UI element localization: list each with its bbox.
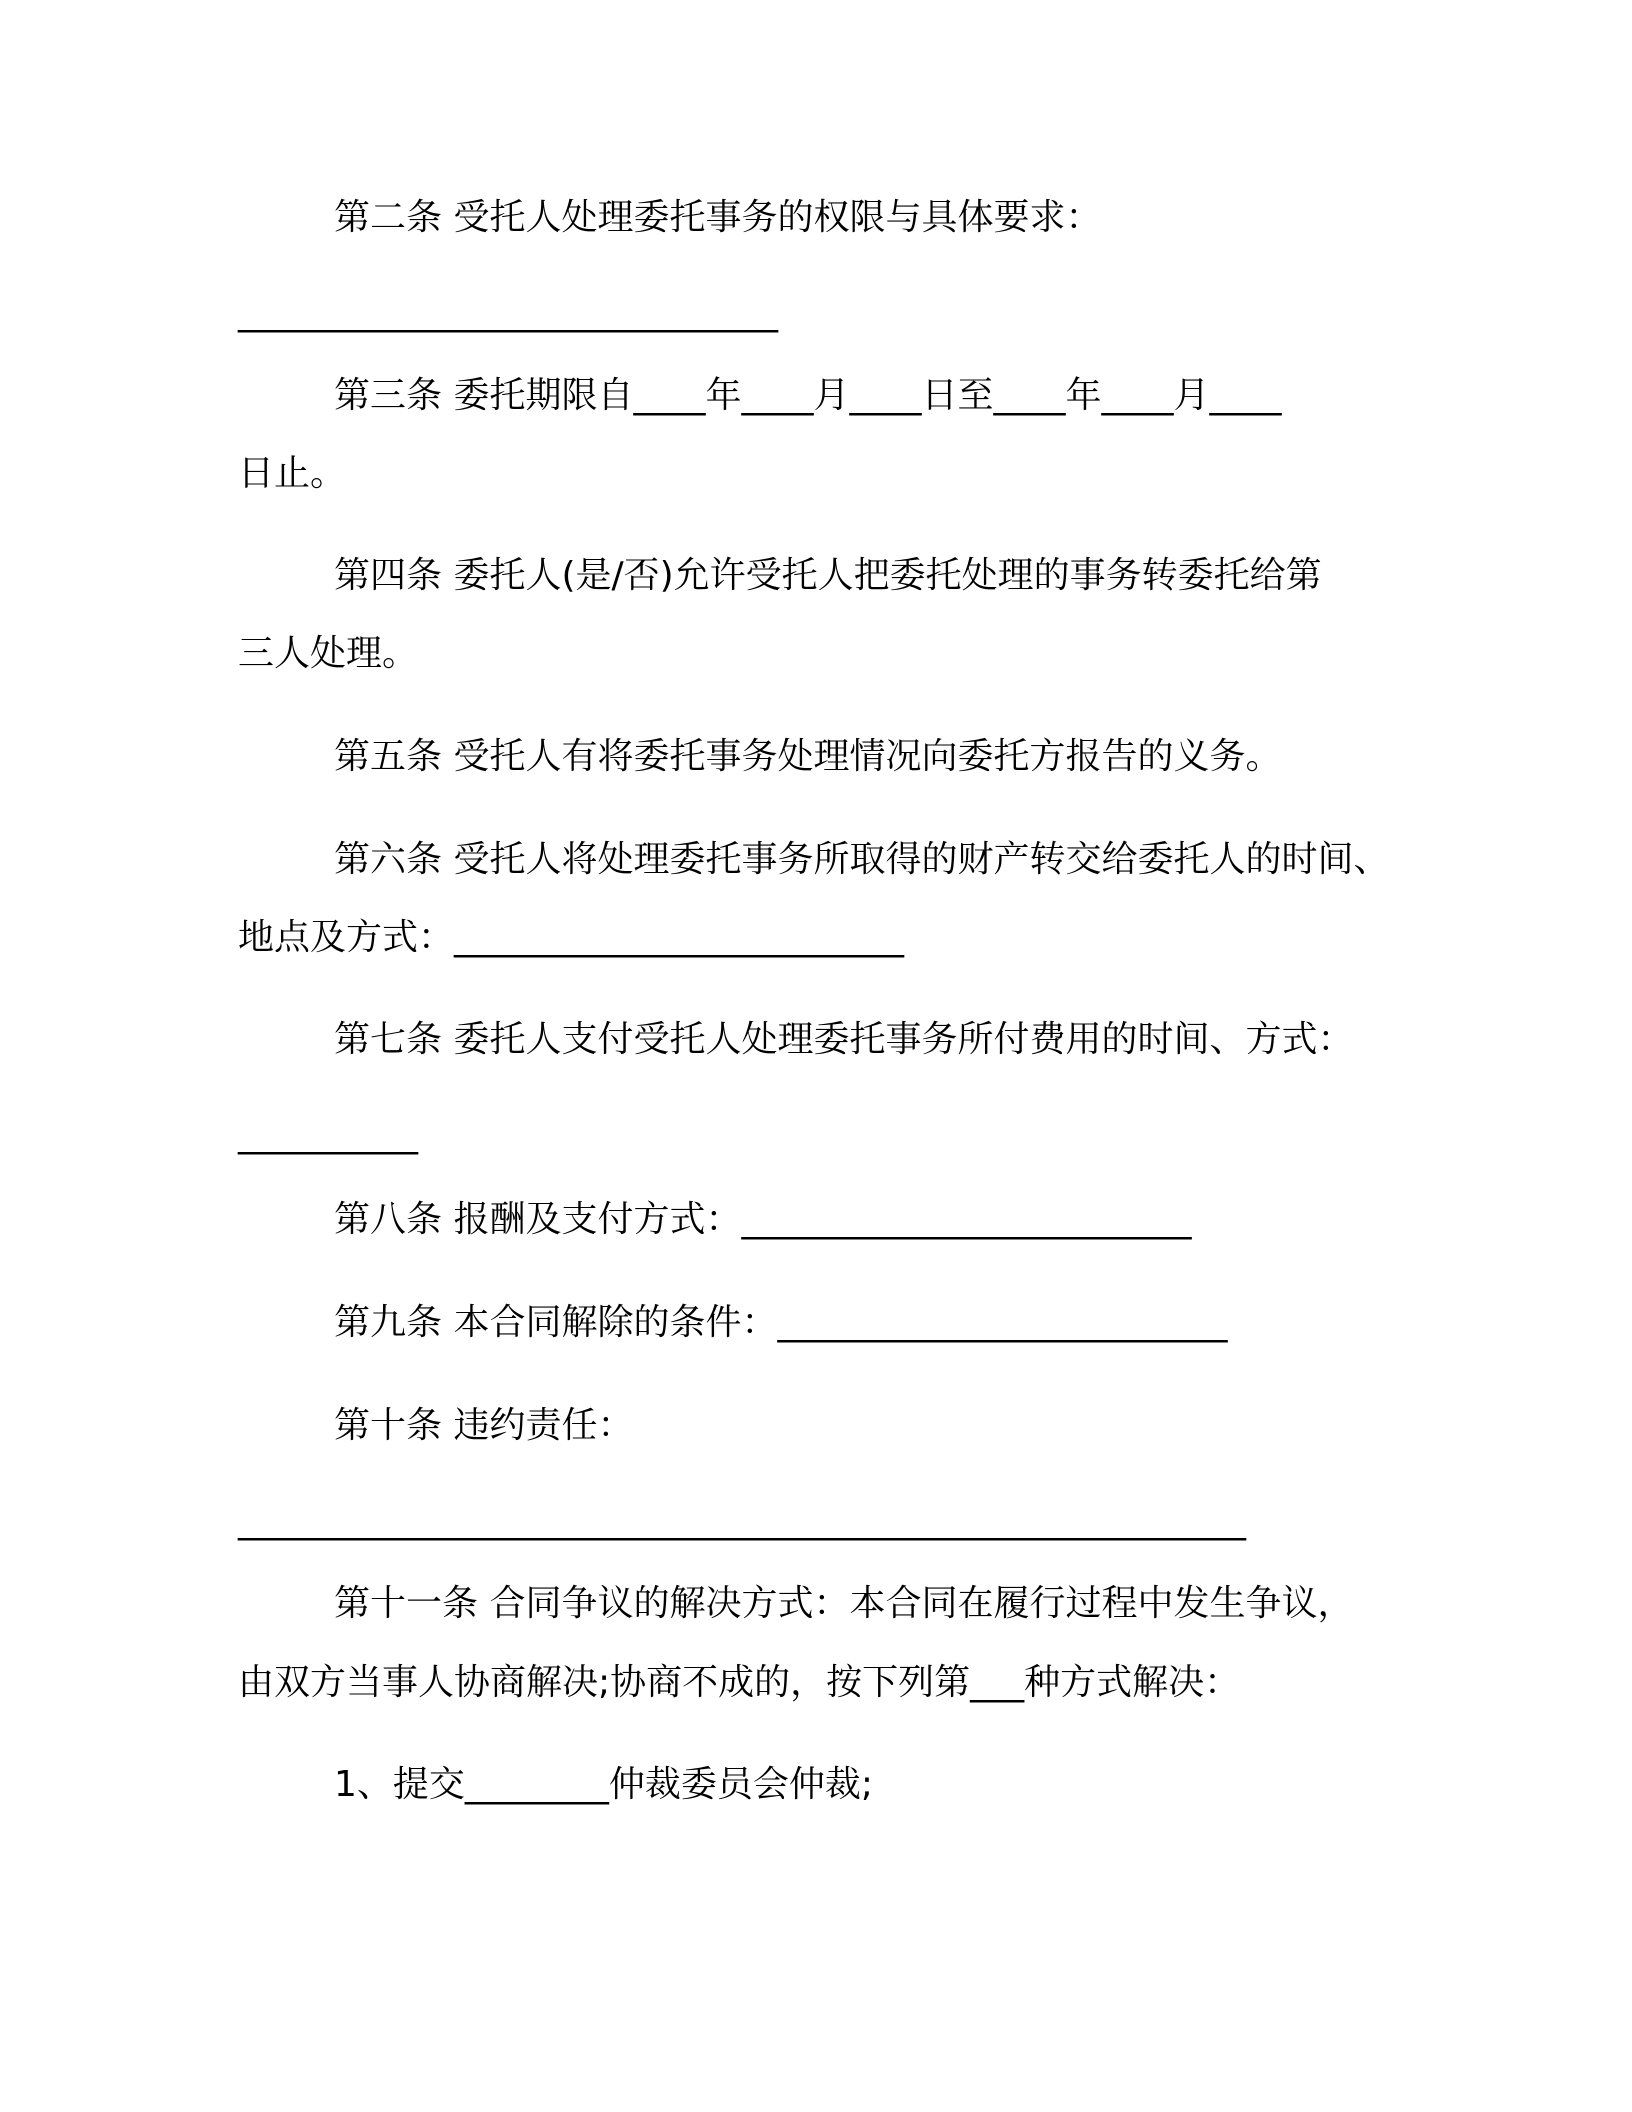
article-3-continuation: 日止。 [238,453,347,494]
arbitration-option-1: 1、提交________仲裁委员会仲裁; [334,1764,874,1805]
article-5-text: 第五条 受托人有将委托事务处理情况向委托方报告的义务。 [334,736,1282,777]
article-11-text: 第十一条 合同争议的解决方式：本合同在履行过程中发生争议， [334,1583,1354,1624]
article-2-text: 第二条 受托人处理委托事务的权限与具体要求： [334,197,1102,238]
article-11-continuation: 由双方当事人协商解决;协商不成的，按下列第___种方式解决： [238,1662,1241,1703]
article-10-blank-line: ________________________________________________________ [238,1500,1246,1541]
article-7-blank-line: __________ [238,1114,418,1155]
article-7-text: 第七条 委托人支付受托人处理委托事务所付费用的时间、方式： [334,1019,1354,1060]
article-8-text: 第八条 报酬及支付方式：_________________________ [334,1199,1192,1240]
article-2-blank-line: ______________________________ [238,292,778,333]
article-9-text: 第九条 本合同解除的条件：_________________________ [334,1302,1228,1343]
article-4-continuation: 三人处理。 [238,633,419,674]
article-10-text: 第十条 违约责任： [334,1405,634,1446]
article-6-continuation: 地点及方式：_________________________ [238,917,905,958]
article-3-text: 第三条 委托期限自____年____月____日至____年____月____ [334,375,1282,416]
article-6-text: 第六条 受托人将处理委托事务所取得的财产转交给委托人的时间、 [334,839,1390,880]
article-4-text: 第四条 委托人(是/否)允许受托人把委托处理的事务转委托给第 [334,555,1322,596]
